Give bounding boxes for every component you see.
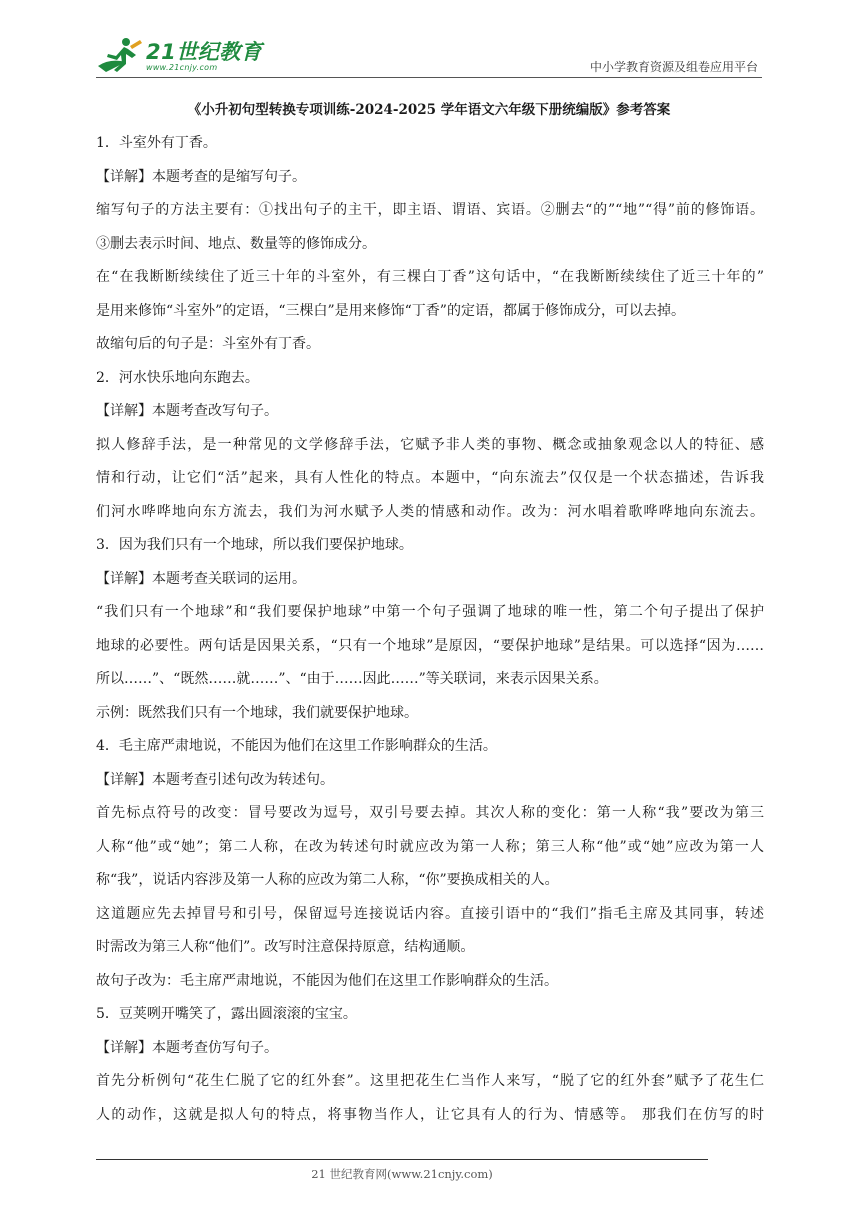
document-title: 《小升初句型转换专项训练-2024-2025 学年语文六年级下册统编版》参考答案 <box>187 102 671 118</box>
paragraph: 情和行动，让它们“活”起来，具有人性化的特点。本题中，“向东流去”仅仅是一个状态描述，告诉我 <box>96 470 764 486</box>
page-footer: 21 世纪教育网(www.21cnjy.com) <box>311 1167 493 1181</box>
logo-url: www.21cnjy.com <box>146 63 218 72</box>
logo <box>96 36 266 76</box>
paragraph: 3．因为我们只有一个地球，所以我们要保护地球。 <box>96 537 413 553</box>
paragraph: 们河水哗哗地向东方流去，我们为河水赋予人类的情感和动作。改为：河水唱着歌哗哗地向东流去。 <box>96 503 764 520</box>
paragraph: 拟人修辞手法，是一种常见的文学修辞手法，它赋予非人类的事物、概念或抽象观念以人的特征、感 <box>96 436 764 453</box>
paragraph: 人的动作，这就是拟人句的特点，将事物当作人，让它具有人的行为、情感等。 那我们在仿写的时 <box>96 1106 764 1123</box>
paragraph: 缩写句子的方法主要有：①找出句子的主干，即主语、谓语、宾语。②删去“的”“地”“得”前的修饰语。 <box>96 202 764 218</box>
paragraph: 故句子改为：毛主席严肃地说，不能因为他们在这里工作影响群众的生活。 <box>96 972 558 989</box>
paragraph: 【详解】本题考查关联词的运用。 <box>96 570 306 587</box>
paragraph: 首先分析例句“花生仁脱了它的红外套”。这里把花生仁当作人来写，“脱了它的红外套”赋予了花生仁 <box>96 1073 764 1089</box>
paragraph: 称“我”，说话内容涉及第一人称的应改为第二人称，“你”要换成相关的人。 <box>96 872 559 888</box>
paragraph: 这道题应先去掉冒号和引号，保留逗号连接说话内容。直接引语中的“我们”指毛主席及其同事，转述 <box>96 905 764 922</box>
document-body <box>96 127 764 1132</box>
platform-label: 中小学教育资源及组卷应用平台 <box>589 60 758 74</box>
paragraph: 【详解】本题考查的是缩写句子。 <box>96 168 306 185</box>
paragraph: 所以……”、“既然……就……”、“由于……因此……”等关联词，来表示因果关系。 <box>96 671 608 687</box>
paragraph: “我们只有一个地球”和“我们要保护地球”中第一个句子强调了地球的唯一性，第二个句子提出了保护 <box>96 604 764 620</box>
paragraph: 是用来修饰“斗室外”的定语，“三棵白”是用来修饰“丁香”的定语，都属于修饰成分，可以去掉。 <box>96 302 685 319</box>
runner-logo-icon <box>96 36 144 76</box>
paragraph: ③删去表示时间、地点、数量等的修饰成分。 <box>96 235 376 252</box>
paragraph: 【详解】本题考查引述句改为转述句。 <box>96 771 334 788</box>
paragraph: 首先标点符号的改变：冒号要改为逗号，双引号要去掉。其次人称的变化：第一人称“我”要改为第三 <box>96 805 764 821</box>
paragraph: 1．斗室外有丁香。 <box>96 135 217 151</box>
page-header <box>96 28 762 80</box>
paragraph: 4．毛主席严肃地说，不能因为他们在这里工作影响群众的生活。 <box>96 738 497 754</box>
paragraph: 【详解】本题考查改写句子。 <box>96 403 278 419</box>
footer-divider <box>96 1159 708 1160</box>
logo-text: 21世纪教育 <box>146 40 263 64</box>
paragraph: 人称“他”或“她”；第二人称，在改为转述句时就应改为第一人称；第三人称“他”或“她”应改为第一人 <box>96 838 764 855</box>
paragraph: 5．豆荚咧开嘴笑了，露出圆滚滚的宝宝。 <box>96 1006 357 1022</box>
paragraph: 时需改为第三人称“他们”。改写时注意保持原意，结构通顺。 <box>96 939 475 955</box>
header-divider <box>96 77 762 78</box>
paragraph: 示例：既然我们只有一个地球，我们就要保护地球。 <box>96 704 418 721</box>
paragraph: 在“在我断断续续住了近三十年的斗室外，有三棵白丁香”这句话中，“在我断断续续住了近三十年的” <box>96 269 764 285</box>
paragraph: 【详解】本题考查仿写句子。 <box>96 1039 278 1056</box>
paragraph: 地球的必要性。两句话是因果关系，“只有一个地球”是原因，“要保护地球”是结果。可以选择“因为…… <box>96 637 764 654</box>
paragraph: 故缩句后的句子是：斗室外有丁香。 <box>96 336 320 352</box>
paragraph: 2．河水快乐地向东跑去。 <box>96 369 259 386</box>
